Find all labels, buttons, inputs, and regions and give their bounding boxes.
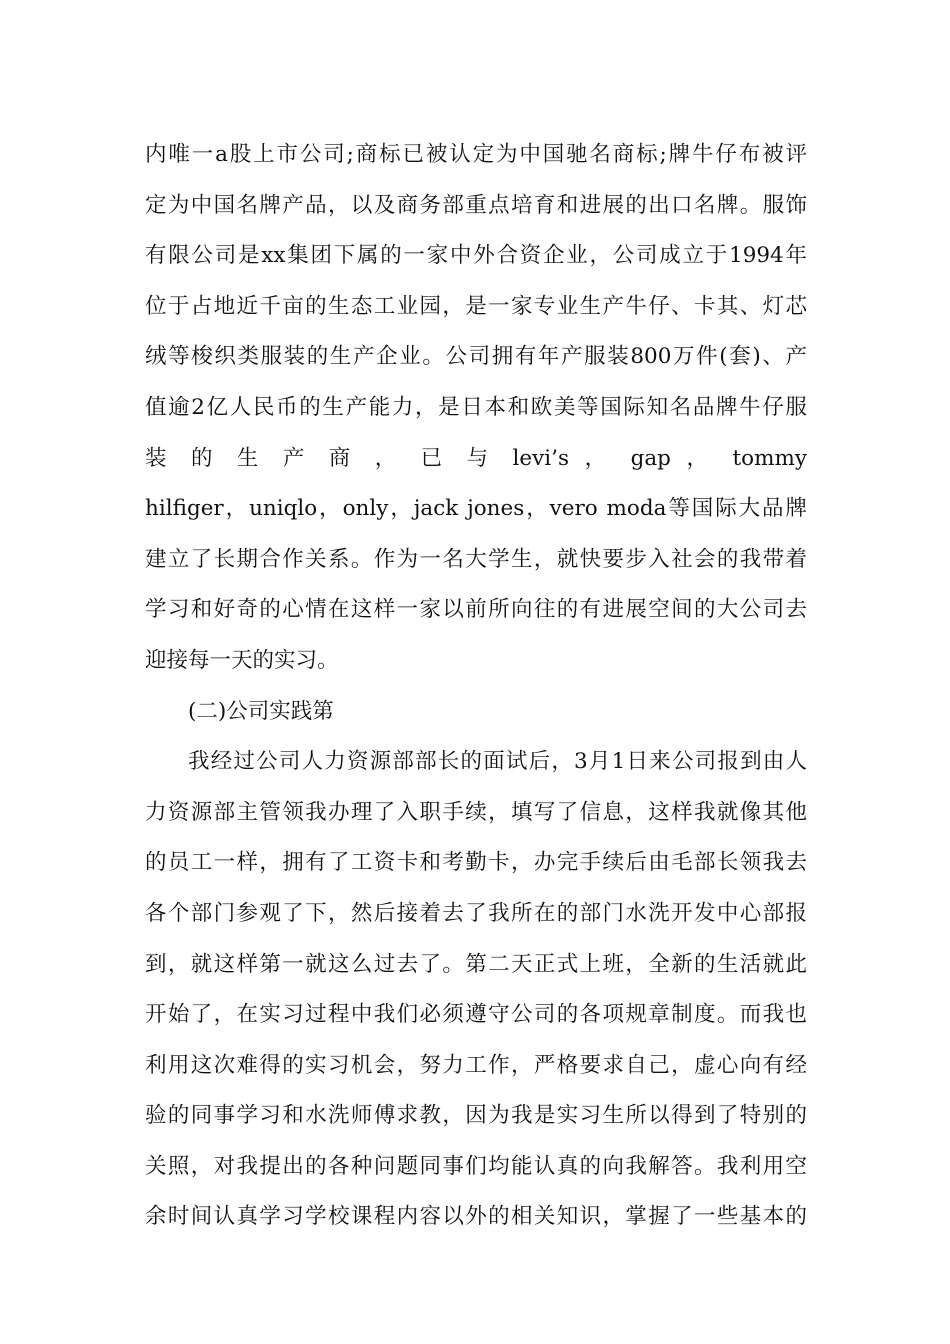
- document-body: [145, 130, 807, 1243]
- paragraph-1-line-7: 装 的 生 产 商 ， 已 与 levi’s ， gap ， tommy: [145, 445, 807, 471]
- paragraph-2-line-9: 关照，对我提出的各种问题同事们均能认真的向我解答。我利用空: [145, 1153, 807, 1179]
- paragraph-2-line-2: 力资源部主管领我办理了入职手续，填写了信息，这样我就像其他: [145, 799, 807, 825]
- paragraph-1-line-9: 建立了长期合作关系。作为一名大学生，就快要步入社会的我带着: [145, 546, 807, 572]
- paragraph-1-line-3: 有限公司是xx集团下属的一家中外合资企业，公司成立于1994年: [145, 243, 807, 269]
- section-heading: (二)公司实践第: [188, 698, 334, 724]
- paragraph-1-line-1: 内唯一a股上市公司;商标已被认定为中国驰名商标;牌牛仔布被评: [145, 142, 807, 167]
- paragraph-2-line-5: 到，就这样第一就这么过去了。第二天正式上班，全新的生活就此: [145, 951, 807, 977]
- paragraph-2-line-1: 我经过公司人力资源部部长的面试后，3月1日来公司报到由人: [188, 749, 807, 775]
- paragraph-1-line-2: 定为中国名牌产品，以及商务部重点培育和进展的出口名牌。服饰: [145, 192, 807, 218]
- paragraph-1-line-4: 位于占地近千亩的生态工业园，是一家专业生产牛仔、卡其、灯芯: [145, 293, 807, 319]
- paragraph-2-line-3: 的员工一样，拥有了工资卡和考勤卡，办完手续后由毛部长领我去: [145, 850, 807, 876]
- paragraph-1-line-5: 绒等梭织类服装的生产企业。公司拥有年产服装800万件(套)、产: [145, 344, 807, 370]
- paragraph-2-line-8: 验的同事学习和水洗师傅求教，因为我是实习生所以得到了特别的: [145, 1103, 807, 1129]
- paragraph-1-line-6: 值逾2亿人民币的生产能力，是日本和欧美等国际知名品牌牛仔服: [145, 394, 807, 420]
- paragraph-1-line-8: hilfiger，uniqlo，only，jack jones，vero moda等国际大品牌: [145, 496, 807, 522]
- paragraph-1-line-10: 学习和好奇的心情在这样一家以前所向往的有进展空间的大公司去: [145, 597, 807, 623]
- paragraph-2-line-7: 利用这次难得的实习机会，努力工作，严格要求自己，虚心向有经: [145, 1052, 807, 1078]
- paragraph-2-line-6: 开始了，在实习过程中我们必须遵守公司的各项规章制度。而我也: [145, 1002, 807, 1028]
- paragraph-2-line-4: 各个部门参观了下，然后接着去了我所在的部门水洗开发中心部报: [145, 900, 807, 926]
- paragraph-2-line-10: 余时间认真学习学校课程内容以外的相关知识，掌握了一些基本的: [145, 1204, 807, 1230]
- paragraph-1-line-11: 迎接每一天的实习。: [145, 647, 339, 673]
